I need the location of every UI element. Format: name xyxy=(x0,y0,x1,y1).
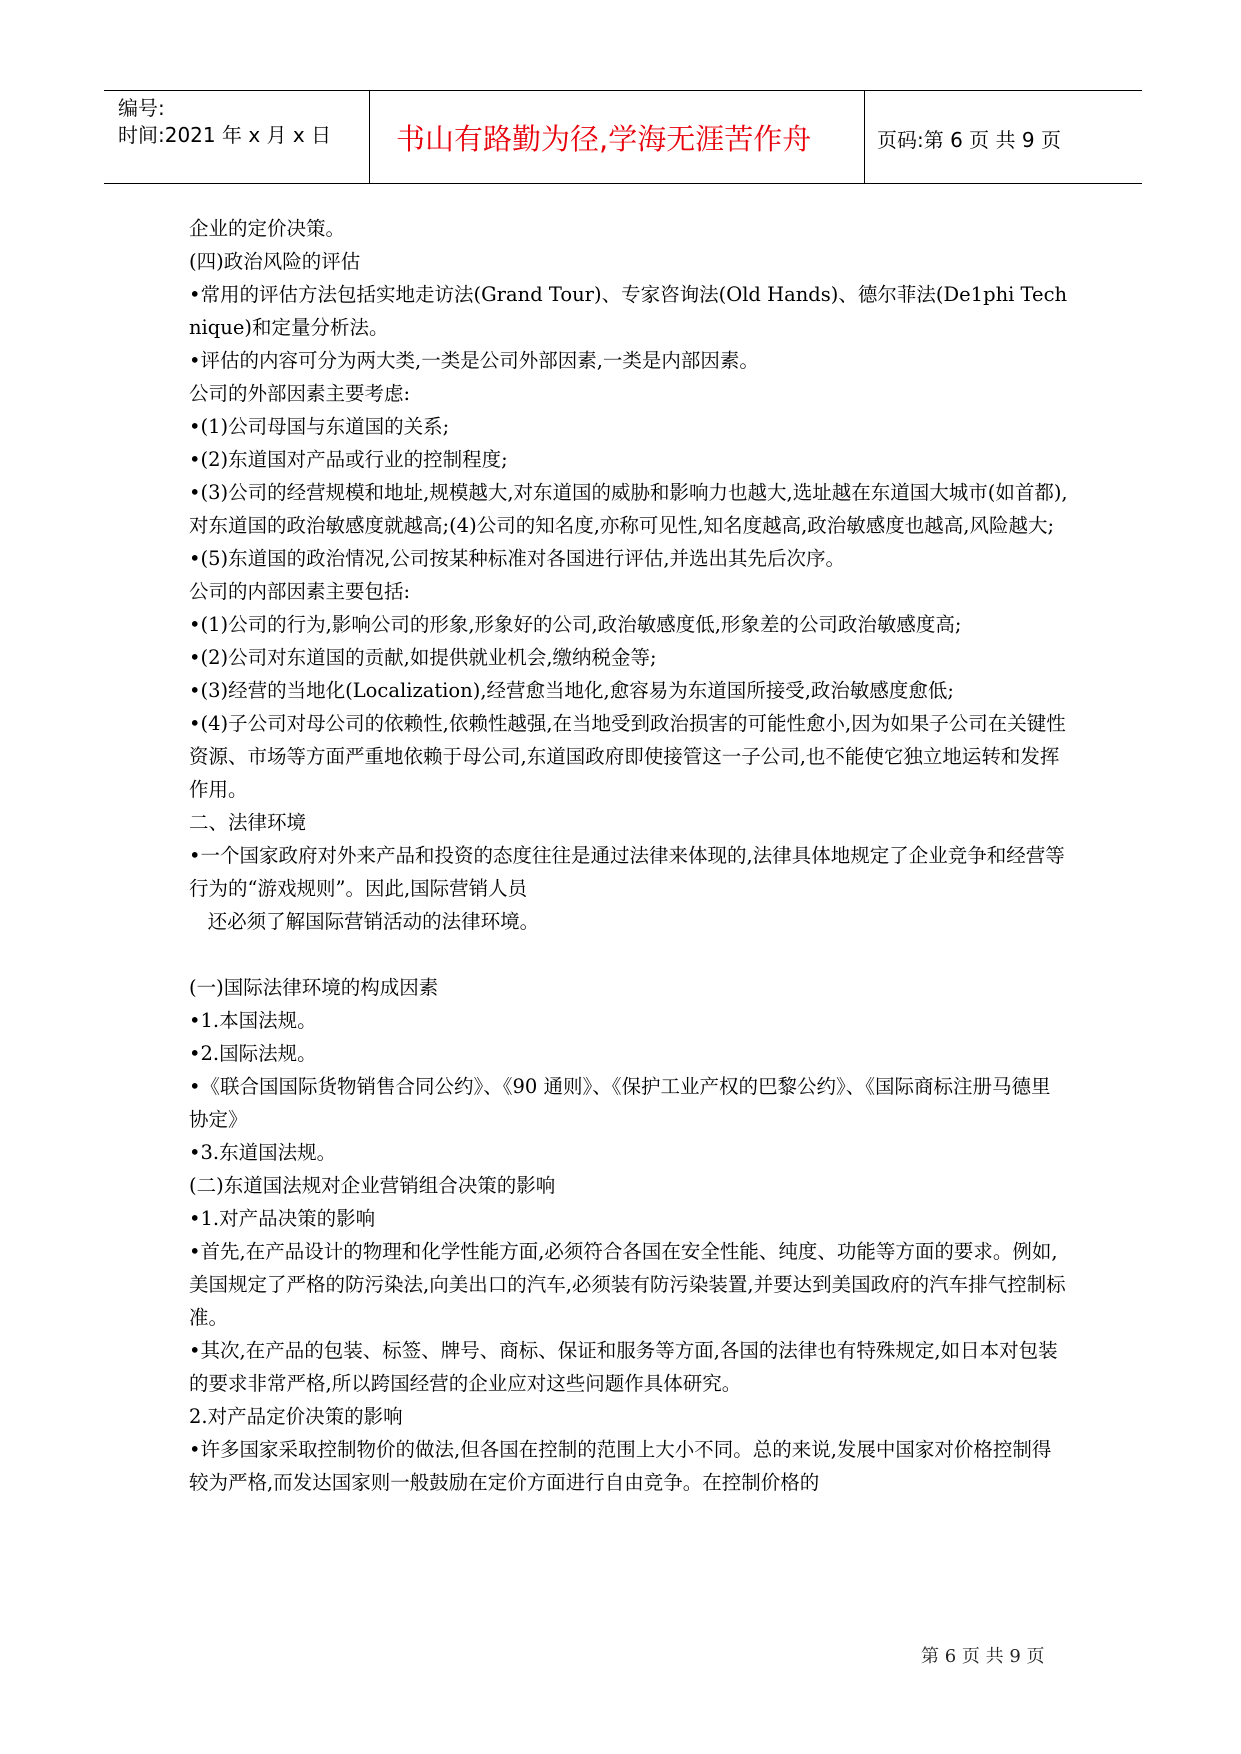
list-item: •2.国际法规。 xyxy=(189,1042,317,1065)
paragraph: 公司的内部因素主要包括: xyxy=(189,580,411,603)
paragraph: •评估的内容可分为两大类,一类是公司外部因素,一类是内部因素。 xyxy=(189,349,759,372)
document-body xyxy=(189,212,1069,1597)
section-heading: 2.对产品定价决策的影响 xyxy=(189,1405,403,1428)
list-item: •3.东道国法规。 xyxy=(189,1141,337,1164)
section-heading: (二)东道国法规对企业营销组合决策的影响 xyxy=(189,1174,556,1197)
list-item: •《联合国国际货物销售合同公约》、《90 通则》、《保护工业产权的巴黎公约》、《国际商标注册马德里协定》 xyxy=(189,1075,1051,1131)
page-footer-number: 第 6 页 共 9 页 xyxy=(921,1646,1045,1667)
paragraph: 企业的定价决策。 xyxy=(189,217,346,240)
list-item: •许多国家采取控制物价的做法,但各国在控制的范围上大小不同。总的来说,发展中国家对价格控制得较为严格,而发达国家则一般鼓励在定价方面进行自由竞争。在控制价格的 xyxy=(189,1438,1052,1494)
list-item: •(1)公司的行为,影响公司的形象,形象好的公司,政治敏感度低,形象差的公司政治敏感度高; xyxy=(189,613,962,636)
list-item: •其次,在产品的包装、标签、牌号、商标、保证和服务等方面,各国的法律也有特殊规定,如日本对包装的要求非常严格,所以跨国经营的企业应对这些问题作具体研究。 xyxy=(189,1339,1058,1395)
document-time-label: 时间:2021 年 x 月 x 日 xyxy=(118,123,332,147)
section-heading: (一)国际法律环境的构成因素 xyxy=(189,976,439,999)
list-item: •(4)子公司对母公司的依赖性,依赖性越强,在当地受到政治损害的可能性愈小,因为如果子公司在关键性资源、市场等方面严重地依赖于母公司,东道国政府即使接管这一子公司,也不能使它独立地运转和发挥作用。 xyxy=(189,712,1066,801)
page-header xyxy=(104,90,1142,184)
paragraph: •一个国家政府对外来产品和投资的态度往往是通过法律来体现的,法律具体地规定了企业竞争和经营等行为的“游戏规则”。因此,国际营销人员 xyxy=(189,844,1065,900)
list-item: •1.对产品决策的影响 xyxy=(189,1207,376,1230)
list-item: •(2)东道国对产品或行业的控制程度; xyxy=(189,448,508,471)
list-item: •(1)公司母国与东道国的关系; xyxy=(189,415,450,438)
motto-text: 书山有路勤为径,学海无涯苦作舟 xyxy=(396,122,812,156)
list-item: •1.本国法规。 xyxy=(189,1009,317,1032)
header-page-number: 页码:第 6 页 共 9 页 xyxy=(877,128,1061,152)
paragraph: 公司的外部因素主要考虑: xyxy=(189,382,411,405)
paragraph: 还必须了解国际营销活动的法律环境。 xyxy=(189,910,540,933)
document-number-label: 编号: xyxy=(118,96,165,120)
list-item: •首先,在产品设计的物理和化学性能方面,必须符合各国在安全性能、纯度、功能等方面的要求。例如,美国规定了严格的防污染法,向美出口的汽车,必须装有防污染装置,并要达到美国政府的汽车排气控制标准。 xyxy=(189,1240,1066,1329)
header-motto-cell xyxy=(369,91,865,183)
list-item: •(3)公司的经营规模和地址,规模越大,对东道国的威胁和影响力也越大,选址越在东道国大城市(如首都),对东道国的政治敏感度就越高;(4)公司的知名度,亦称可见性,知名度越高,政治敏感度也越高,风险越大; xyxy=(189,481,1068,537)
header-info-cell xyxy=(104,91,368,183)
list-item: •(3)经营的当地化(Localization),经营愈当地化,愈容易为东道国所接受,政治敏感度愈低; xyxy=(189,679,954,702)
list-item: •(5)东道国的政治情况,公司按某种标准对各国进行评估,并选出其先后次序。 xyxy=(189,547,846,570)
section-heading: (四)政治风险的评估 xyxy=(189,250,361,273)
paragraph: •常用的评估方法包括实地走访法(Grand Tour)、专家咨询法(Old Hands)、德尔菲法(De1phi Technique)和定量分析法。 xyxy=(189,283,1068,339)
list-item: •(2)公司对东道国的贡献,如提供就业机会,缴纳税金等; xyxy=(189,646,657,669)
header-page-cell xyxy=(864,91,1142,183)
section-heading: 二、法律环境 xyxy=(189,811,307,834)
